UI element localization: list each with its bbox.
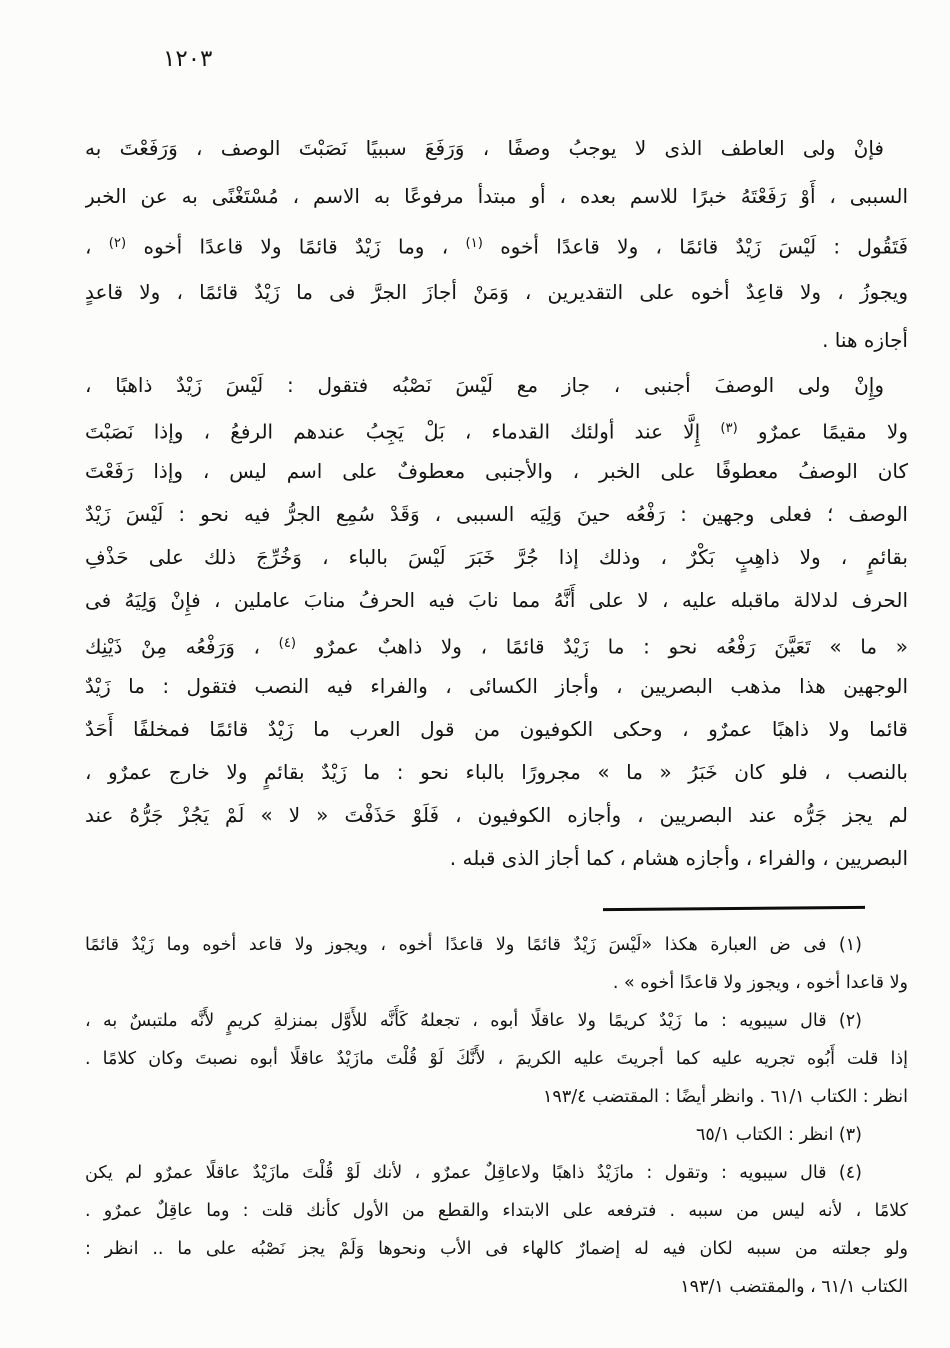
text-line: ويجوزُ ، ولا قاعِدٌ أخوه على التقديرين ، وَمَنْ أجازَ الجرَّ فى ما زَيْدٌ قائمًا ، ولا قاعدٍ bbox=[85, 280, 908, 304]
text-line: (٢) قال سيبويه : ما زَيْدٌ كريمًا ولا عاقلًا أبوه ، تجعلهُ كَأَنَّه للأَوَّل بمنزلةِ كريمٍ لأَنَّه ملتبسٌ به ، bbox=[85, 1011, 862, 1031]
page-number: ١٢٠٣ bbox=[163, 46, 213, 72]
footnote-ref: (٣) bbox=[720, 421, 738, 436]
footnote bbox=[85, 1002, 908, 1116]
footnote-separator-rule bbox=[603, 906, 865, 911]
text-line: ولا قاعدا أخوه ، ويجوز ولا قاعدًا أخوه » . bbox=[612, 973, 908, 993]
footnote bbox=[85, 1116, 908, 1154]
text-line: ولا مقيمًا عمرٌو $^{(٣)}$ إِلَّا عند أولئك القدماء ، بَلْ يَجِبُ عندهم الرفعُ ، وإذا نَصَبْتَ bbox=[85, 419, 908, 444]
text-line: أجازه هنا . bbox=[822, 328, 908, 352]
text-line: كلامًا ، لأنه ليس من سببه . فترفعه على الابتداء والقطع من الأول كأنك قلت : وما عاقِلٌ عمرٌو . bbox=[85, 1201, 908, 1221]
text-line: الكتاب ٦١/١ ، والمقتضب ١٩٣/١ bbox=[680, 1277, 908, 1297]
text-line: انظر : الكتاب ٦١/١ . وانظر أيضًا : المقتضب ١٩٣/٤ bbox=[543, 1087, 908, 1107]
text-line: وإِنْ ولى الوصفَ أجنبى ، جاز مع لَيْسَ نَصْبُه فتقول : لَيْسَ زَيْدٌ ذاهبًا ، bbox=[85, 373, 884, 397]
text-line: فإنْ ولى العاطف الذى لا يوجبُ وصفًا ، وَرَفَعَ سببيًا نَصَبْتَ الوصف ، وَرَفَعْتَ به bbox=[85, 136, 884, 160]
text-line: البصريين ، والفراء ، وأجازه هشام ، كما أجاز الذى قبله . bbox=[449, 846, 908, 870]
text-line: بالنصب ، فلو كان خَبَرُ « ما » مجرورًا بالباء نحو : ما زَيْدٌ بقائمٍ ولا خارج عمرٌو ، bbox=[85, 760, 908, 784]
text-line: كان الوصفُ معطوفًا على الخبر ، والأجنبى معطوفٌ على اسم ليس ، وإذا رَفَعْتَ bbox=[85, 459, 908, 483]
text-line: الحرف لدلالة ماقبله عليه ، لا على أَنَّهُ مما نابَ فيه الحرفُ منابَ عاملين ، فإِنْ وَلِيَهُ فى bbox=[85, 588, 908, 612]
text-line: (١) فى ض العبارة هكذا «لَيْسَ زَيْدٌ قائمًا ولا قاعدًا أخوه ، ويجوز ولا قاعد أخوه وما زَيْدٌ قائمًا bbox=[85, 935, 862, 955]
paragraph bbox=[85, 364, 908, 880]
footnote bbox=[85, 926, 908, 1002]
text-line: إذا قلت أَبُوه تجريه عليه كما أجريتَ عليه الكريمَ ، لأَنَّكَ لَوْ قُلْتَ مازَيْدٌ عاقلًا أبوه نصبتَ وكان كلامًا . bbox=[85, 1049, 908, 1069]
text-line: لم يجز جَرُّه عند البصريين ، وأجازه الكوفيون ، فَلَوْ حَذَفْتَ « لا » لَمْ يَجُزْ جَرُّهُ عند bbox=[85, 803, 908, 827]
footnote-ref: (٤) bbox=[278, 636, 297, 651]
paragraph bbox=[85, 124, 908, 364]
text-line: قائما ولا ذاهبًا عمرٌو ، وحكى الكوفيون من قول العرب ما زَيْدٌ قائمًا فمخلفًا أَحَدٌ bbox=[85, 717, 908, 741]
text-line: السببى ، أَوْ رَفَعْتَهُ خبرًا للاسم بعده ، أو مبتدأ مرفوعًا به الاسم ، مُسْتَغْنًى به عن الخبر bbox=[85, 184, 908, 208]
footnotes-section bbox=[85, 926, 908, 1306]
text-line: (٤) قال سيبويه : وتقول : مازَيْدٌ ذاهبًا ولاعاقِلٌ عمرٌو ، لأنك لَوْ قُلْتَ مازَيْدٌ عاقلًا عمرٌو لم يكن bbox=[85, 1163, 862, 1183]
text-line: الوجهين هذا مذهب البصريين ، وأجاز الكسائى ، والفراء فيه النصب فتقول : ما زَيْدٌ bbox=[85, 674, 908, 698]
text-line: بقائمٍ ، ولا ذاهِبٍ بَكْرٌ ، وذلك إذا جُرَّ خَبَرَ لَيْسَ بالباء ، وَخُرِّجَ ذلك على حَذْفِ bbox=[85, 545, 908, 569]
main-text bbox=[85, 124, 908, 880]
text-line: ولو جعلته من سببه لكان فيه له إضمارٌ كالهاء فى الأب ونحوها وَلَمْ يجز نَصْبُه على ما .. انظر : bbox=[85, 1239, 908, 1259]
text-line: الوصف ؛ فعلى وجهين : رَفْعُه حينَ وَلِيَه السببى ، وَقَدْ سُمِع الجرُّ فيه نحو : لَيْسَ زَيْدٌ bbox=[85, 502, 908, 526]
footnote bbox=[85, 1154, 908, 1306]
footnote-ref: (١) bbox=[465, 236, 483, 251]
text-line: « ما » تَعَيَّنَ رَفْعُه نحو : ما زَيْدٌ قائمًا ، ولا ذاهبٌ عمرٌو $^{(٤)}$ ، وَرَفْعُه مِنْ ذَيْنِك bbox=[85, 634, 908, 659]
text-line: (٣) انظر : الكتاب ٦٥/١ bbox=[695, 1125, 862, 1145]
footnote-ref: (٢) bbox=[108, 236, 127, 251]
text-line: فَتَقُول : لَيْسَ زَيْدٌ قائمًا ، ولا قاعدًا أخوه $^{(١)}$ ، وما زَيْدٌ قائمًا ولا قاعدًا أخوه $^{(٢)}$ ، bbox=[85, 234, 908, 259]
